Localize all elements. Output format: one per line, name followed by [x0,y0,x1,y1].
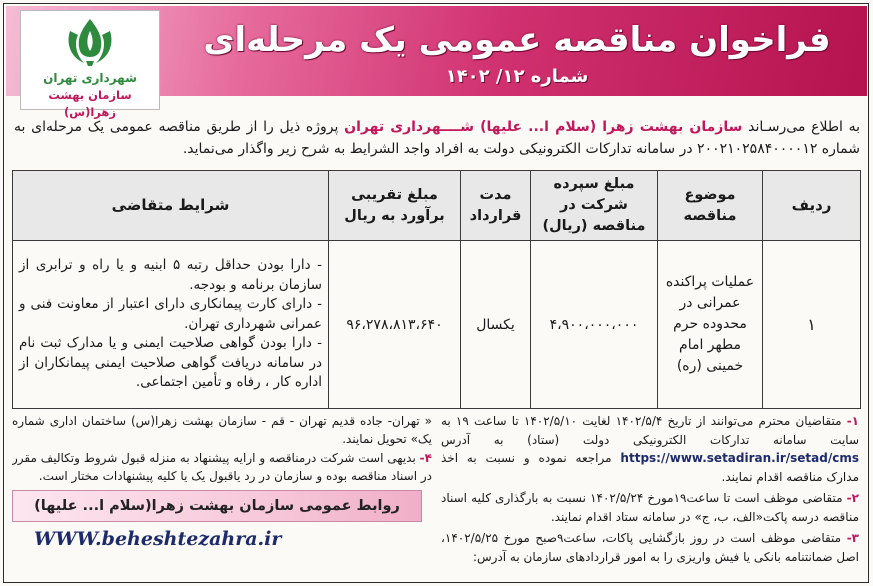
page-title: فراخوان مناقصه عمومی یک مرحله‌ای [203,20,831,60]
public-relations-box: روابط عمومی سازمان بهشت زهرا(سلام ا... علیها) [12,490,422,522]
note-1 [441,412,859,486]
header-row-no: ردیف [763,171,861,241]
note-4-text: بدیهی است شرکت درمناقصه و ارایه پیشنهاد به منزله قبول شروط وتکالیف مقرر در اسناد مناقصه بوده و سازمان در رد یاقبول یک یا کلیه پیشنهادات مختار است. [12,451,432,483]
note-4-number: ۴- [419,451,432,465]
website-link[interactable]: WWW.beheshtezahra.ir [34,528,282,550]
notes-left-column [12,412,432,580]
intro-paragraph [14,116,860,168]
intro-organization-highlight: سازمان بهشت زهرا (سلام ا... علیها) شــــهرداری تهران [344,119,743,135]
delivery-address: « تهران- جاده قدیم تهران - قم - سازمان بهشت زهرا(س) ساختمان اداری شماره یک» تحویل نمایند. [12,414,432,446]
logo-municipality-text: شهرداری تهران [43,71,137,85]
header-estimate: مبلغ تقریبی برآورد به ریال [329,171,461,241]
cell-conditions [13,241,329,409]
tehran-municipality-logo-icon [62,17,118,67]
note-2-text: متقاضی موظف است تا ساعت۱۹مورخ ۱۴۰۲/۵/۲۴ نسبت به بارگذاری کلیه اسناد مناقصه درسه پاکت«الف، ب، ج» در سامانه ستاد اقدام نمایند. [441,491,859,524]
header-conditions: شرایط متقاضی [13,171,329,241]
table-row [13,241,861,409]
tender-table [12,170,861,409]
note-3-number: ۳- [846,531,859,545]
notes-right-column [441,412,859,580]
note-1-text: متقاضیان محترم می‌توانند از تاریخ ۱۴۰۲/۵/۴ لغایت ۱۴۰۲/۵/۱۰ تا ساعت ۱۹ به سایت سامانه تدارکات الکترونیکی دولت (ستاد) به آدرس [441,414,859,447]
cell-deposit: ۴،۹۰۰،۰۰۰،۰۰۰ [531,241,658,409]
cell-estimate: ۹۶،۲۷۸،۸۱۳،۶۴۰ [329,241,461,409]
logo-box [20,10,160,119]
note-3-text: متقاضی موظف است در روز بازگشایی پاکات، ساعت۹صبح مورخ ۱۴۰۲/۵/۲۵، اصل ضمانتنامه بانکی یا فیش واریزی را به امور قراردادهای سازمان به آدرس: [441,531,859,564]
note-2-number: ۲- [846,491,859,505]
cell-row-no: ۱ [763,241,861,409]
condition-item: - دارای کارت پیمانکاری دارای اعتبار از معاونت فنی و عمرانی شهرداری تهران. [19,296,322,332]
note-1-text-end: مراجعه نموده و نسبت به اخذ مدارک مناقصه اقدام نمایند. [441,451,859,484]
condition-item: - دارا بودن گواهی صلاحیت ایمنی و یا مدارک ثبت نام در سامانه دریافت گواهی صلاحیت ایمنی پیمانکاران از اداره کار ، رفاه و تأمین اجتماعی. [19,335,322,391]
intro-text-end: پروژه ذیل را از طریق مناقصه عمومی یک مرحله‌ای به شماره ۲۰۰۲۱۰۲۵۸۴۰۰۰۰۱۲ در سامانه تدارکات الکترونیکی دولت به افراد واجد الشرایط به شرح زیر واگذار می‌نماید. [14,119,860,157]
note-1-number: ۱- [846,414,859,428]
logo-organization-text: سازمان بهشت زهرا(س) [48,88,132,119]
condition-item: - دارا بودن حداقل رتبه ۵ ابنیه و یا راه و ترابری از سازمان برنامه و بودجه. [19,257,322,293]
note-2 [441,489,859,526]
note-3 [441,529,859,566]
header-deposit: مبلغ سپرده شرکت در مناقصه (ریال) [531,171,658,241]
header-duration: مدت قرارداد [461,171,531,241]
tender-number: شماره ۱۲/ ۱۴۰۲ [445,66,589,87]
cell-subject: عملیات پراکنده عمرانی در محدوده حرم مطهر امام خمینی (ره) [658,241,763,409]
note-4 [12,449,432,485]
header-subject: موضوع مناقصه [658,171,763,241]
intro-text-start: به اطلاع می‌رسـاند [748,119,860,135]
cell-duration: یکسال [461,241,531,409]
setad-url-link[interactable]: https://www.setadiran.ir/setad/cms [620,451,859,465]
table-header-row [13,171,861,241]
